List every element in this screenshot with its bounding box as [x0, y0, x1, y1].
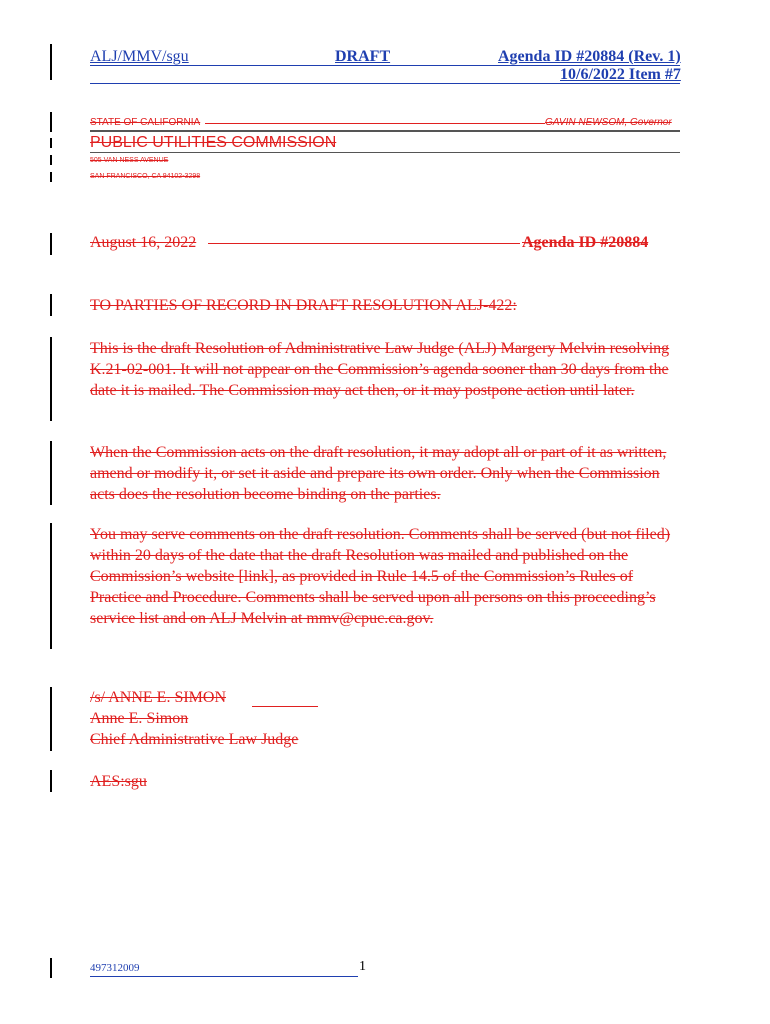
signer-title: Chief Administrative Law Judge — [90, 731, 299, 748]
change-bar — [50, 441, 52, 505]
signature-line: /s/ ANNE E. SIMON — [90, 689, 227, 706]
body-paragraph-2: When the Commission acts on the draft resolution, it may adopt all or part of it as written, amend or modify it, or set it aside and prepare its own order. Only when the Commission acts does the resolution become binding on the parties. — [90, 444, 667, 503]
state-label: STATE OF CALIFORNIA — [90, 117, 201, 128]
header-docket: ALJ/MMV/sgu — [90, 48, 189, 65]
header-item-date: 10/6/2022 Item #7 — [560, 66, 681, 83]
reference-initials: AES:sgu — [90, 773, 147, 790]
page-number: 1 — [359, 959, 366, 974]
change-bar — [50, 112, 52, 132]
change-bar — [50, 770, 52, 792]
footer-rule — [90, 976, 358, 977]
header-rule — [90, 65, 680, 66]
letter-agenda-id: Agenda ID #20884 — [522, 234, 649, 251]
address-line-2: SAN FRANCISCO, CA 94102-3298 — [90, 173, 201, 180]
body-paragraph-1: This is the draft Resolution of Administrative Law Judge (ALJ) Margery Melvin resolving K.21-02-001. It will not appear on the Commission’s agenda sooner than 30 days from the date it is mailed. The Commission may act then, or it may postpone action until later. — [90, 340, 670, 399]
change-bar — [50, 294, 52, 316]
letterhead-rule — [90, 130, 680, 132]
letterhead-rule — [205, 123, 545, 124]
address-line-1: 505 VAN NESS AVENUE — [90, 157, 169, 164]
signer-name: Anne E. Simon — [90, 710, 189, 727]
header-rule — [90, 83, 680, 84]
body-paragraph-3: You may serve comments on the draft resolution. Comments shall be served (but not filed) within 20 days of the date that the draft Resolution was mailed and published on the Commission’s website [link], as provided in Rule 14.5 of the Commission’s Rules of Practice and Procedure. Comments shall be served upon all persons on this proceeding’s service list and on ALJ Melvin at mmv@cpuc.ca.gov. — [90, 526, 671, 627]
governor-label: GAVIN NEWSOM, Governor — [545, 117, 672, 128]
commission-name: PUBLIC UTILITIES COMMISSION — [90, 134, 337, 151]
change-bar — [50, 138, 52, 148]
change-bar — [50, 155, 52, 165]
change-bar — [50, 44, 52, 80]
signature-rule — [252, 706, 318, 707]
letter-date: August 16, 2022 — [90, 234, 197, 251]
addressee-line: TO PARTIES OF RECORD IN DRAFT RESOLUTION ALJ-422: — [90, 297, 517, 314]
change-bar — [50, 172, 52, 182]
change-bar — [50, 337, 52, 421]
letterhead-rule — [90, 152, 680, 153]
document-number: 497312009 — [90, 962, 140, 974]
header-agenda-id: Agenda ID #20884 (Rev. 1) — [498, 48, 681, 65]
header-draft-label: DRAFT — [335, 48, 391, 65]
change-bar — [50, 687, 52, 751]
change-bar — [50, 233, 52, 255]
date-rule — [208, 243, 520, 244]
change-bar — [50, 958, 52, 978]
change-bar — [50, 523, 52, 649]
